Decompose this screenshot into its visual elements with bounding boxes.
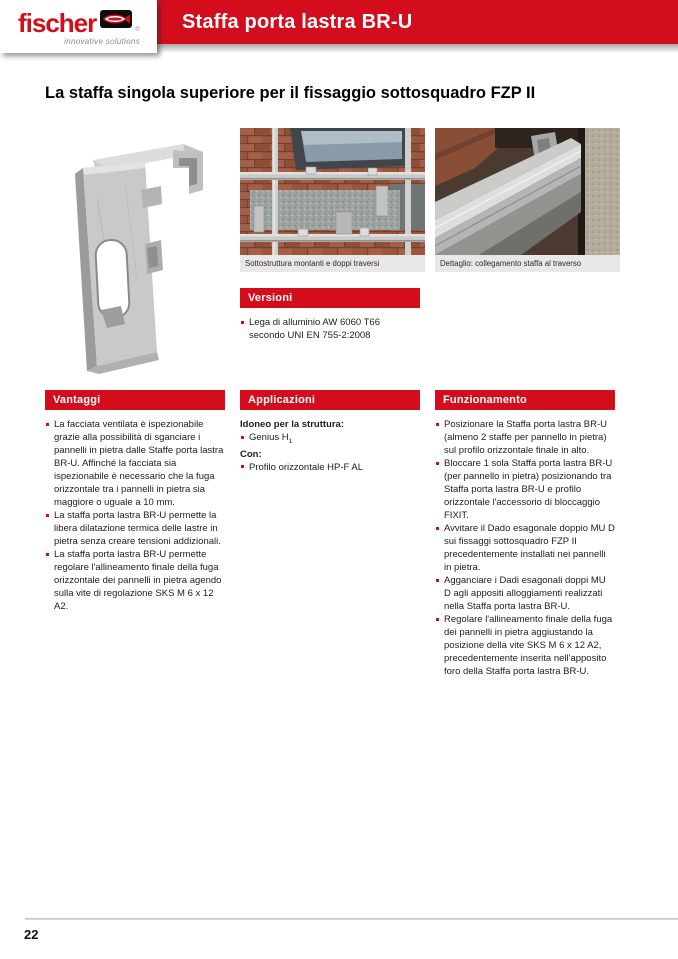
section-header-applicazioni: Applicazioni bbox=[240, 390, 420, 410]
registered-mark: ® bbox=[135, 27, 140, 33]
product-image bbox=[45, 128, 230, 375]
structure-list bbox=[240, 431, 420, 448]
section-applicazioni bbox=[240, 390, 420, 474]
list-item bbox=[240, 431, 420, 448]
fischer-fish-icon bbox=[100, 10, 134, 33]
detail-figure bbox=[435, 128, 620, 272]
funzionamento-list bbox=[435, 418, 615, 678]
list-item: Regolare l'allineamento finale della fuga dei pannelli in pietra aggiustando la posizione della vite SKS M 6 x 12 A2, precedentemente inserita nell'apposito foro della Staffa porta lastra BR-U. bbox=[435, 613, 615, 678]
fischer-wordmark: fischer bbox=[18, 8, 97, 38]
list-item: La staffa porta lastra BR-U permette la libera dilatazione termica delle lastre in pietra senza creare tensioni addizionali. bbox=[45, 509, 225, 548]
section-vantaggi bbox=[45, 390, 225, 613]
substructure-photo bbox=[240, 128, 425, 255]
figure-caption: Sottostruttura montanti e doppi traversi bbox=[240, 255, 425, 272]
header-banner bbox=[157, 0, 678, 44]
list-item: Posizionare la Staffa porta lastra BR-U (almeno 2 staffe per pannello in pietra) sul profilo orizzontale finale in alto. bbox=[435, 418, 615, 457]
list-item: Bloccare 1 sola Staffa porta lastra BR-U (per pannello in pietra) posizionando tra Staffa porta lastra BR-U e profilo orizzontale l'accessorio di bloccaggio FIXIT. bbox=[435, 457, 615, 522]
detail-photo bbox=[435, 128, 620, 255]
page-number: 22 bbox=[24, 927, 39, 942]
list-item: Avvitare il Dado esagonale doppio MU D sui fissaggi sottosquadro FZP II precedentemente installati nei pannelli in pietra. bbox=[435, 522, 615, 574]
structure-item-subscript: 1 bbox=[288, 437, 293, 445]
list-item: Agganciare i Dadi esagonali doppi MU D agli appositi alloggiamenti realizzati nella Staffa porta lastra BR-U. bbox=[435, 574, 615, 613]
list-item: Lega di alluminio AW 6060 T66 secondo UNI EN 755-2:2008 bbox=[240, 316, 398, 342]
list-item: Profilo orizzontale HP-F AL bbox=[240, 461, 420, 474]
logo-row bbox=[18, 8, 157, 38]
page-title: La staffa singola superiore per il fissaggio sottosquadro FZP II bbox=[45, 84, 536, 102]
figure-caption: Dettaglio: collegamento staffa al traverso bbox=[435, 255, 620, 272]
section-header-vantaggi: Vantaggi bbox=[45, 390, 225, 410]
with-list bbox=[240, 461, 420, 474]
section-versioni bbox=[240, 288, 420, 342]
banner-title: Staffa porta lastra BR-U bbox=[182, 10, 413, 33]
section-funzionamento bbox=[435, 390, 615, 678]
with-label: Con: bbox=[240, 448, 262, 460]
section-header-versioni: Versioni bbox=[240, 288, 420, 308]
footer-divider bbox=[25, 918, 678, 920]
section-header-funzionamento: Funzionamento bbox=[435, 390, 615, 410]
structure-item: Genius H bbox=[249, 432, 289, 443]
header-banner-shadow bbox=[157, 44, 678, 53]
fischer-logo bbox=[0, 0, 157, 53]
versioni-list bbox=[240, 316, 398, 342]
vantaggi-list bbox=[45, 418, 225, 613]
substructure-figure bbox=[240, 128, 425, 272]
logo-tagline: innovative solutions bbox=[64, 37, 140, 46]
list-item: La staffa porta lastra BR-U permette regolare l'allineamento finale della fuga orizzontale dei pannelli in pietra agendo sulla vite di regolazione SKS M 6 x 12 A2. bbox=[45, 548, 225, 613]
list-item: La facciata ventilata è ispezionabile grazie alla possibilità di sganciare i pannelli in pietra dalle Staffe porta lastra BR-U. Affinché la facciata sia ispezionabile è necessario che la fuga orizzontale tra i pannelli in pietra sia maggiore o uguale a 10 mm. bbox=[45, 418, 225, 509]
structure-label: Idoneo per la struttura: bbox=[240, 419, 344, 430]
bracket-illustration bbox=[45, 128, 230, 375]
